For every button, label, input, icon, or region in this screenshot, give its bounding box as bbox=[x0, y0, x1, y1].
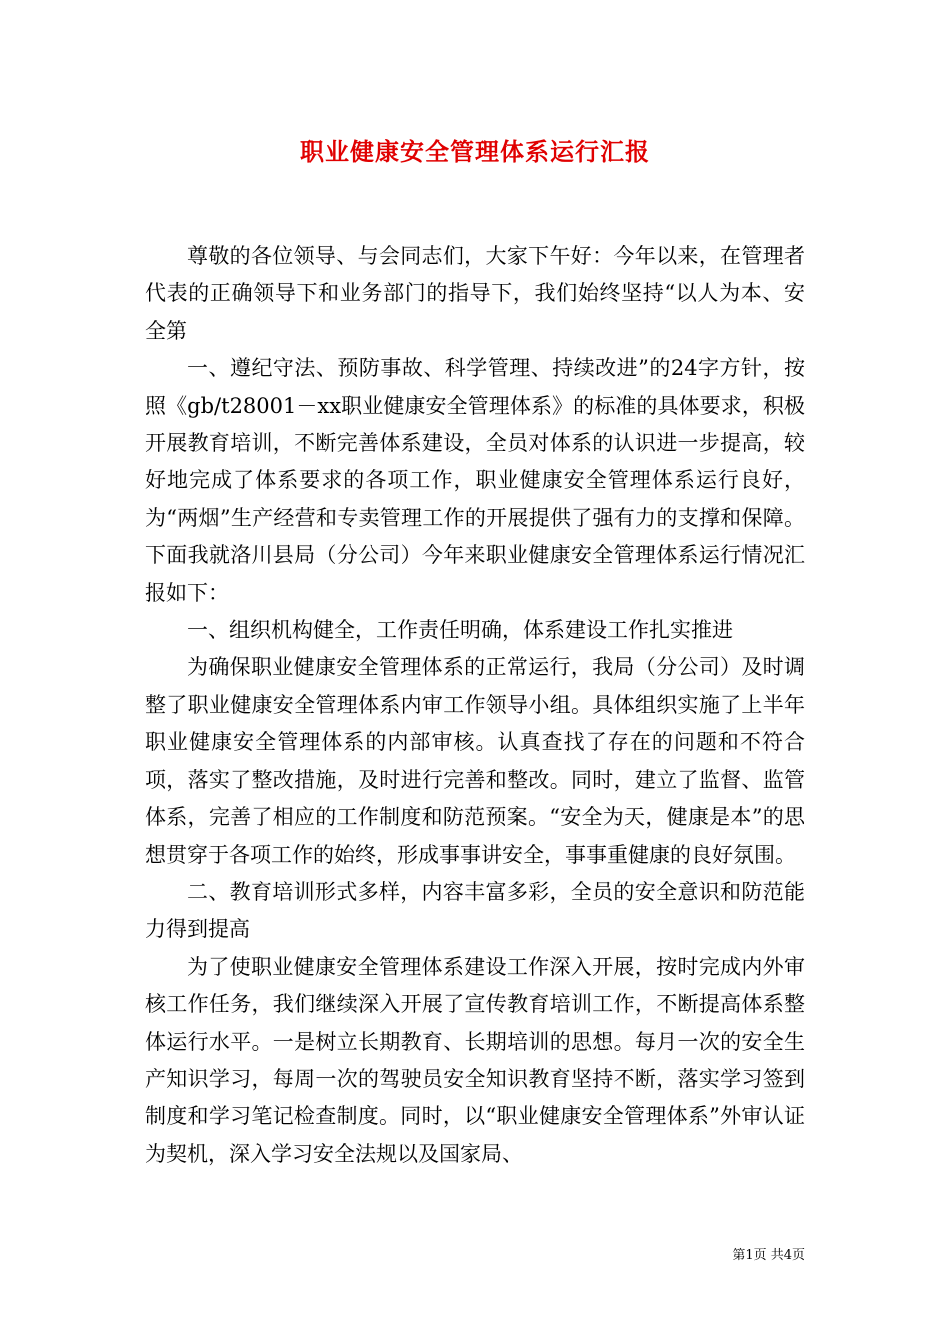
paragraph-policy: 一、遵纪守法、预防事故、科学管理、持续改进”的24字方针，按照《gb/t28001－xx职业健康安全管理体系》的标准的具体要求，积极开展教育培训，不断完善体系建设，全员对体系的认识进一步提高，较好地完成了体系要求的各项工作，职业健康安全管理体系运行良好，为“两烟”生产经营和专卖管理工作的开展提供了强有力的支撑和保障。下面我就洛川县局（分公司）今年来职业健康安全管理体系运行情况汇报如下： bbox=[145, 356, 805, 605]
paragraph-organization: 为确保职业健康安全管理体系的正常运行，我局（分公司）及时调整了职业健康安全管理体系内审工作领导小组。具体组织实施了上半年职业健康安全管理体系的内部审核。认真查找了存在的问题和不符合项，落实了整改措施，及时进行完善和整改。同时，建立了监督、监管体系，完善了相应的工作制度和防范预案。“安全为天，健康是本”的思想贯穿于各项工作的始终，形成事事讲安全，事事重健康的良好氛围。 bbox=[145, 655, 805, 867]
page-number-footer: 第1页 共4页 bbox=[732, 1248, 805, 1263]
document-title: 职业健康安全管理体系运行汇报 bbox=[300, 137, 650, 166]
section-heading-2: 二、教育培训形式多样，内容丰富多彩，全员的安全意识和防范能力得到提高 bbox=[145, 879, 805, 942]
document-body bbox=[145, 238, 805, 1173]
section-heading-1: 一、组织机构健全，工作责任明确，体系建设工作扎实推进 bbox=[187, 618, 733, 643]
paragraph-training: 为了使职业健康安全管理体系建设工作深入开展，按时完成内外审核工作任务，我们继续深入开展了宣传教育培训工作，不断提高体系整体运行水平。一是树立长期教育、长期培训的思想。每月一次的安全生产知识学习，每周一次的驾驶员安全知识教育坚持不断，落实学习签到制度和学习笔记检查制度。同时，以“职业健康安全管理体系”外审认证为契机，深入学习安全法规以及国家局、 bbox=[145, 954, 805, 1166]
paragraph-greeting: 尊敬的各位领导、与会同志们，大家下午好：今年以来，在管理者代表的正确领导下和业务部门的指导下，我们始终坚持“以人为本、安全第 bbox=[145, 244, 805, 343]
